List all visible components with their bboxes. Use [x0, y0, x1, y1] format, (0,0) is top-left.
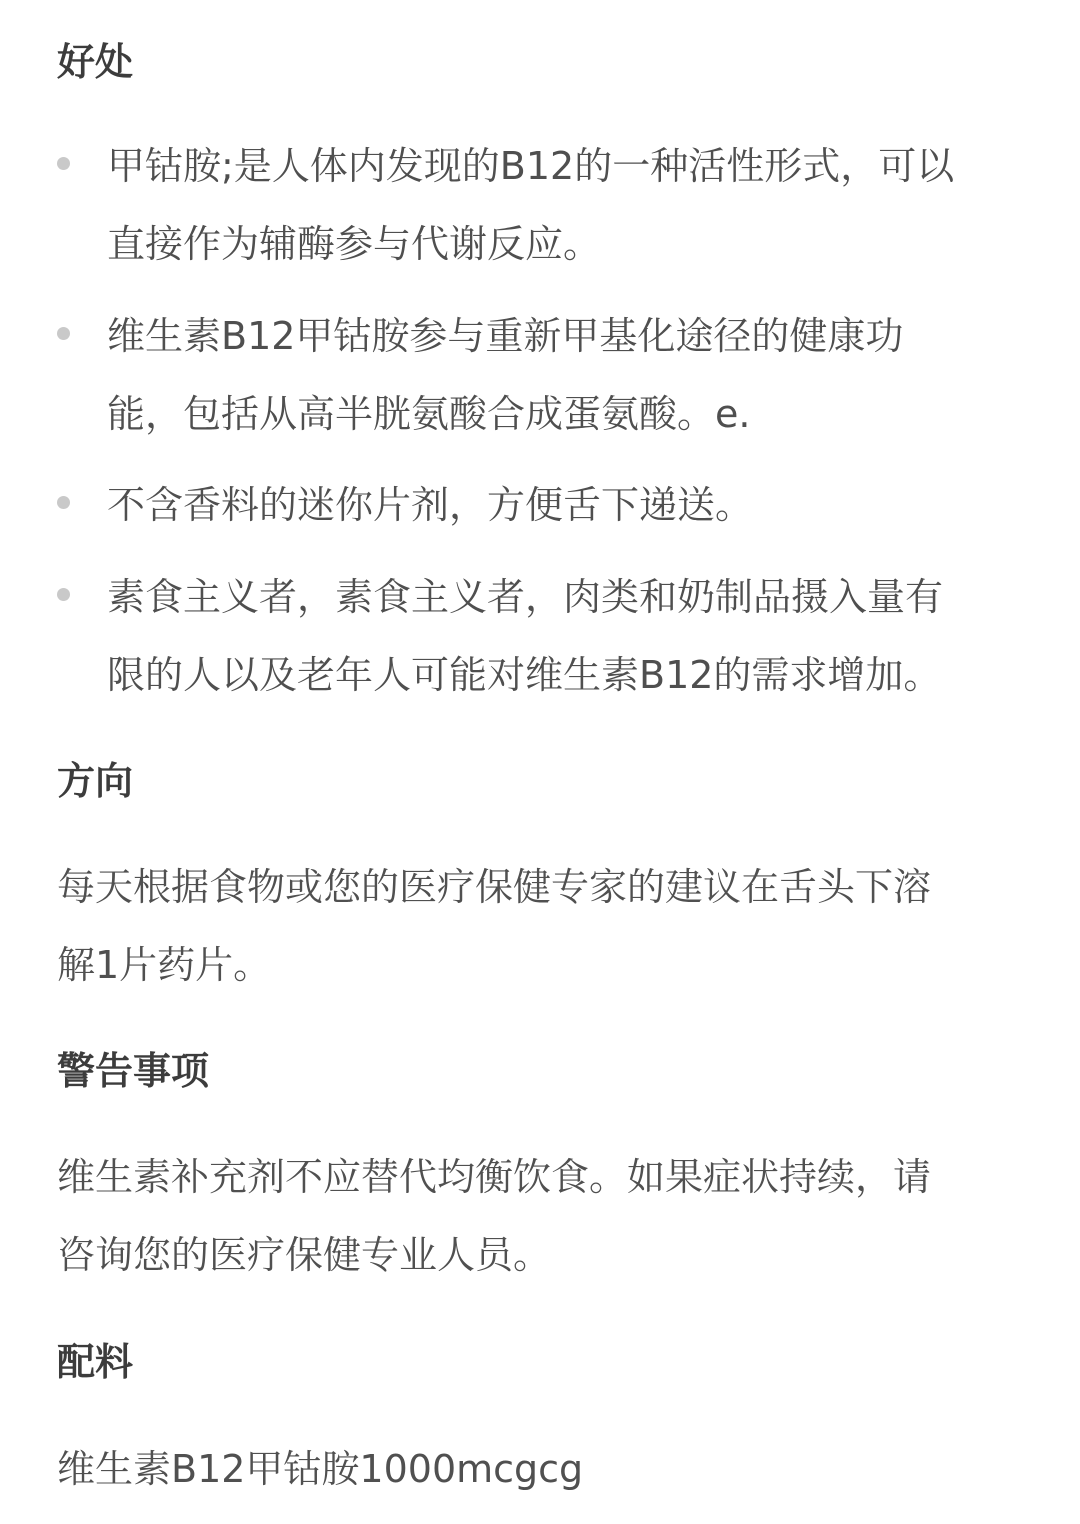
benefit-item-3-line-1: 不含香料的迷你片剂，方便舌下递送。 [107, 483, 754, 527]
directions-line-1: 每天根据食物或您的医疗保健专家的建议在舌头下溶 [57, 865, 932, 909]
benefit-item-3 [57, 466, 1037, 544]
benefits-heading: 好处 [57, 40, 134, 84]
warnings-text [57, 1138, 1037, 1294]
benefit-item-4-line-2: 限的人以及老年人可能对维生素B12的需求增加。 [107, 653, 942, 697]
benefit-item-2-line-1: 维生素B12甲钴胺参与重新甲基化途径的健康功 [107, 314, 904, 358]
directions-heading: 方向 [57, 759, 134, 803]
bullet-dot-icon [57, 588, 70, 601]
directions-text [57, 848, 1037, 1004]
ingredients-heading: 配料 [57, 1340, 134, 1384]
directions-line-2: 解1片药片。 [57, 943, 272, 987]
benefit-item-4-line-1: 素食主义者，素食主义者，肉类和奶制品摄入量有 [107, 575, 944, 619]
benefit-item-2 [57, 297, 1037, 453]
benefit-item-4 [57, 558, 1037, 714]
benefit-item-1-line-1: 甲钴胺;是人体内发现的B12的一种活性形式，可以 [107, 144, 955, 188]
bullet-dot-icon [57, 157, 70, 170]
bullet-dot-icon [57, 496, 70, 509]
ingredients-text [57, 1430, 1037, 1508]
benefit-item-2-line-2: 能，包括从高半胱氨酸合成蛋氨酸。e. [107, 392, 751, 436]
benefit-item-1-line-2: 直接作为辅酶参与代谢反应。 [107, 222, 602, 266]
warnings-line-2: 咨询您的医疗保健专业人员。 [57, 1233, 552, 1277]
ingredients-line-1: 维生素B12甲钴胺1000mcgcg [57, 1447, 584, 1491]
warnings-heading: 警告事项 [57, 1049, 210, 1093]
bullet-dot-icon [57, 327, 70, 340]
benefit-item-1 [57, 127, 1037, 283]
warnings-line-1: 维生素补充剂不应替代均衡饮食。如果症状持续，请 [57, 1155, 932, 1199]
